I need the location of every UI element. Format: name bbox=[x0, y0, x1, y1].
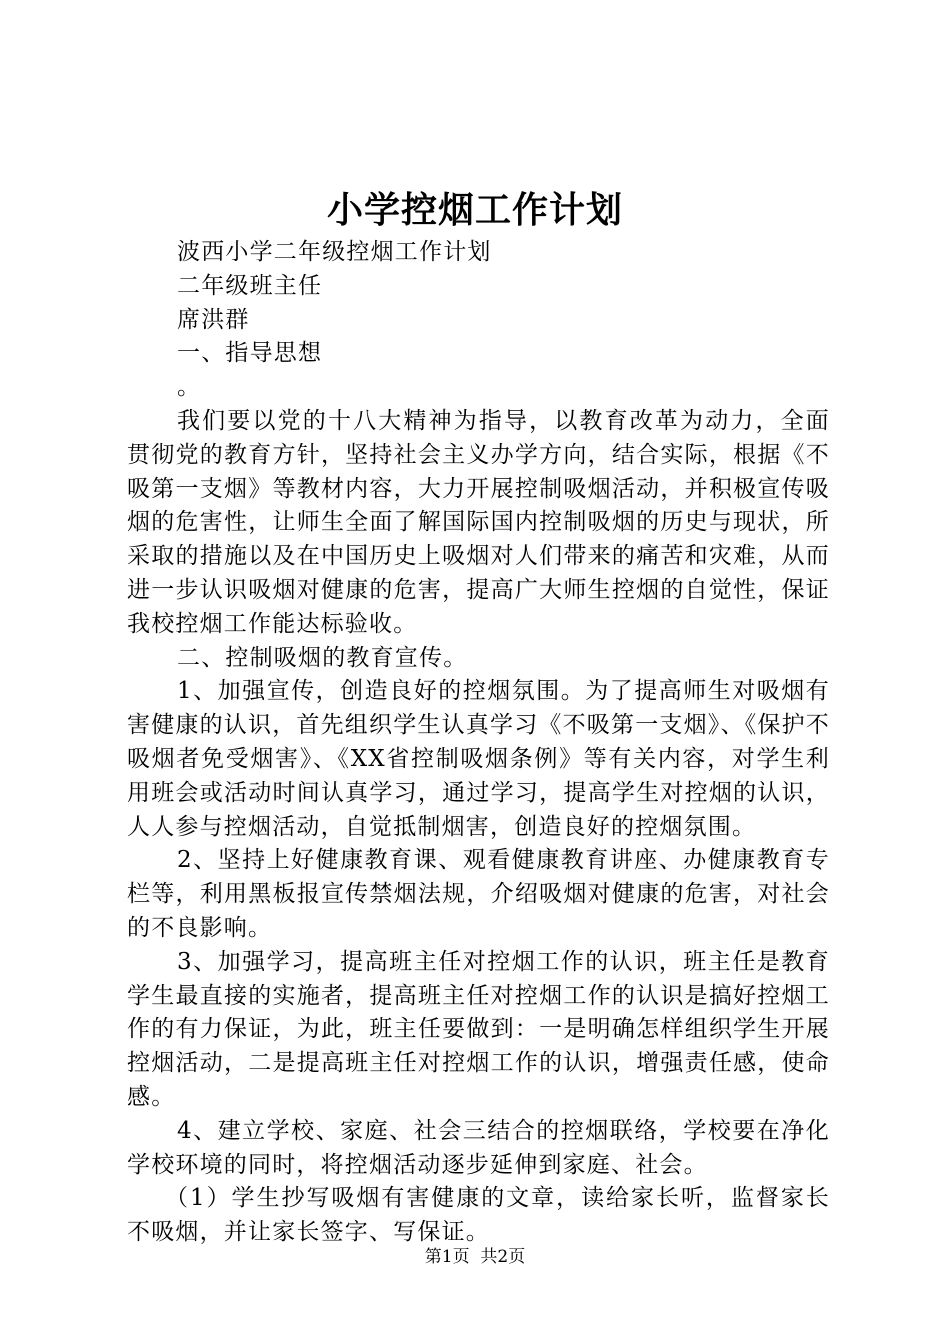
paragraph-guiding-ideology: 我们要以党的十八大精神为指导，以教育改革为动力，全面贯彻党的教育方针，坚持社会主义办学方向，结合实际，根据《不吸第一支烟》等教材内容，大力开展控制吸烟活动，并积极宣传吸烟的危害性，让师生全面了解国际国内控制吸烟的历史与现状，所采取的措施以及在中国历史上吸烟对人们带来的痛苦和灾难，从而进一步认识吸烟对健康的危害，提高广大师生控烟的自觉性，保证我校控烟工作能达标验收。 bbox=[127, 407, 830, 637]
paragraph-author-name: 席洪群 bbox=[177, 306, 250, 333]
page-total: 共2页 bbox=[480, 1247, 526, 1267]
paragraph-author-role: 二年级班主任 bbox=[177, 272, 323, 299]
section-heading-guiding-ideology: 一、指导思想 bbox=[177, 340, 323, 367]
page-number: 第1页 bbox=[424, 1247, 470, 1267]
paragraph-item-4: 4、建立学校、家庭、社会三结合的控烟联络，学校要在净化学校环境的同时，将控烟活动逐步延伸到家庭、社会。 bbox=[127, 1117, 830, 1178]
page-footer bbox=[0, 1242, 950, 1267]
paragraph-item-3: 3、加强学习，提高班主任对控烟工作的认识，班主任是教育学生最直接的实施者，提高班主任对控烟工作的认识是搞好控烟工作的有力保证，为此，班主任要做到：一是明确怎样组织学生开展控烟活动，二是提高班主任对控烟工作的认识，增强责任感，使命感。 bbox=[127, 948, 830, 1110]
section-heading-education: 二、控制吸烟的教育宣传。 bbox=[177, 644, 468, 671]
paragraph-item-2: 2、坚持上好健康教育课、观看健康教育讲座、办健康教育专栏等，利用黑板报宣传禁烟法规，介绍吸烟对健康的危害，对社会的不良影响。 bbox=[127, 847, 830, 941]
paragraph-period: 。 bbox=[177, 374, 202, 401]
document-body bbox=[127, 236, 830, 1250]
paragraph-school-plan-title: 波西小学二年级控烟工作计划 bbox=[177, 239, 492, 265]
paragraph-item-1: 1、加强宣传，创造良好的控烟氛围。为了提高师生对吸烟有害健康的认识，首先组织学生认真学习《不吸第一支烟》、《保护不吸烟者免受烟害》、《XX省控制吸烟条例》等有关内容，对学生利用班会或活动时间认真学习，通过学习，提高学生对控烟的认识，人人参与控烟活动，自觉抵制烟害，创造良好的控烟氛围。 bbox=[127, 678, 830, 840]
paragraph-subitem-1: （1）学生抄写吸烟有害健康的文章，读给家长听，监督家长不吸烟，并让家长签字、写保证。 bbox=[127, 1185, 830, 1246]
document-title: 小学控烟工作计划 bbox=[326, 189, 623, 231]
